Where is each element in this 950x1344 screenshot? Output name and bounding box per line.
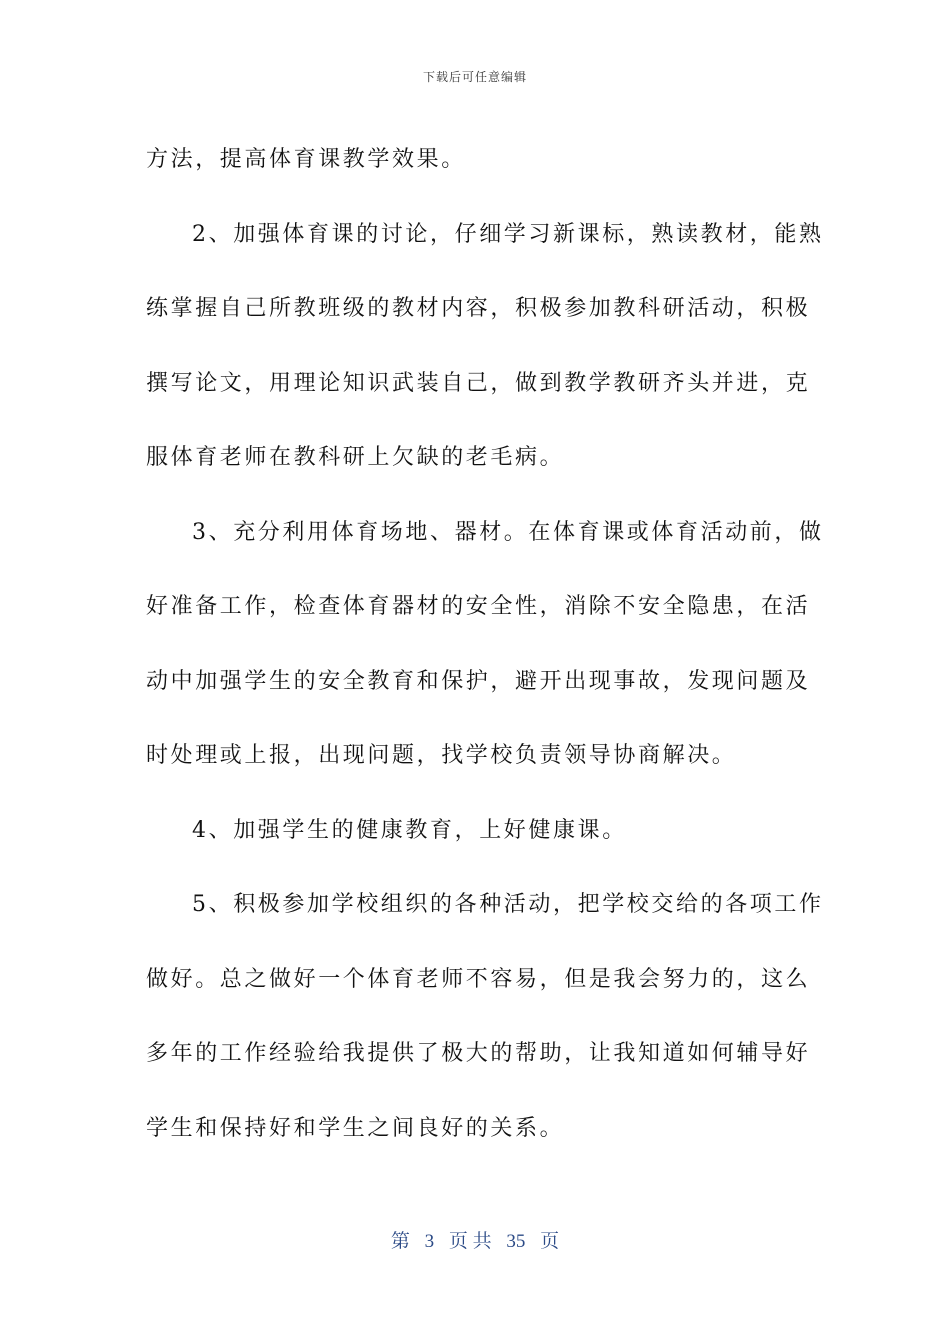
current-page-number: 3 [424, 1231, 435, 1252]
text-line: 多年的工作经验给我提供了极大的帮助，让我知道如何辅导好 [146, 1041, 811, 1066]
text-line: 方法，提高体育课教学效果。 [146, 147, 466, 172]
text-line: 撰写论文，用理论知识武装自己，做到教学教研齐头并进，克 [146, 370, 811, 396]
footer-prefix: 第 [390, 1231, 410, 1252]
document-body [146, 123, 824, 1166]
footer-suffix: 页 [540, 1231, 560, 1252]
footer-middle: 页 共 [448, 1231, 492, 1252]
total-page-count: 35 [506, 1231, 526, 1252]
text-line: 时处理或上报，出现问题，找学校负责领导协商解决。 [146, 743, 737, 768]
text-line: 5、积极参加学校组织的各种活动，把学校交给的各项工作 [192, 892, 824, 917]
text-line: 3、充分利用体育场地、器材。在体育课或体育活动前，做 [192, 519, 824, 545]
text-line: 服体育老师在教科研上欠缺的老毛病。 [146, 445, 565, 470]
text-line: 好准备工作，检查体育器材的安全性，消除不安全隐患，在活 [146, 594, 811, 619]
page-header-note: 下载后可任意编辑 [422, 70, 527, 84]
text-line: 动中加强学生的安全教育和保护，避开出现事故，发现问题及 [146, 668, 811, 694]
text-line: 2、加强体育课的讨论，仔细学习新课标，熟读教材，能熟 [192, 221, 824, 247]
text-line: 做好。总之做好一个体育老师不容易，但是我会努力的，这么 [146, 966, 811, 992]
text-line: 练掌握自己所教班级的教材内容，积极参加教科研活动，积极 [146, 296, 811, 321]
page-footer [0, 1226, 950, 1253]
text-line: 4、加强学生的健康教育，上好健康课。 [192, 817, 627, 843]
text-line: 学生和保持好和学生之间良好的关系。 [146, 1115, 565, 1141]
